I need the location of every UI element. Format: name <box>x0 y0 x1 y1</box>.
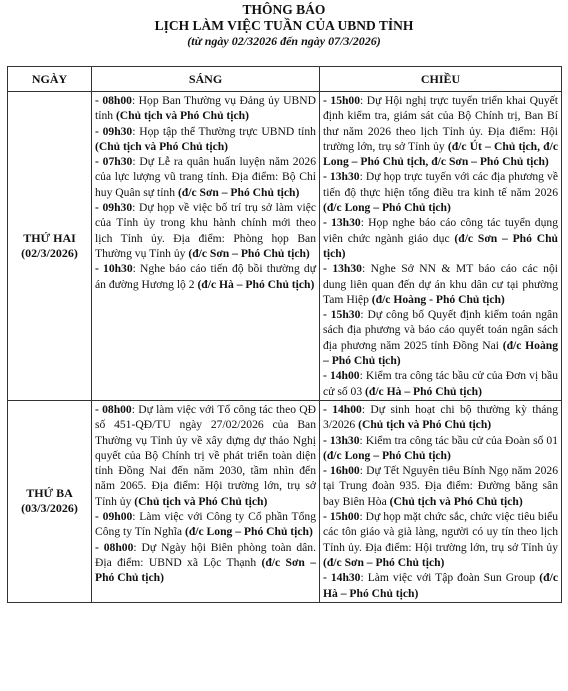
col-afternoon-header: CHIỀU <box>320 67 562 92</box>
day-name: THỨ HAI <box>23 230 76 245</box>
schedule-entry: - 15h00: Dự Hội nghị trực tuyến triển khai Quyết định kiểm tra, giám sát của Bộ Chính trị, Ban Bí thư năm 2026 theo lịch Tỉnh ủy. Địa điểm: Hội trường lớn, trụ sở Tỉnh ủy (đ/c Út – Chủ tịch, đ/c Long – Phó Chủ tịch, đ/c Sơn – Phó Chủ tịch) <box>323 94 558 169</box>
day-date: (02/3/2026) <box>21 245 78 260</box>
col-morning-header: SÁNG <box>92 67 320 92</box>
document-header <box>0 0 568 49</box>
day-cell <box>8 92 92 401</box>
date-range: (từ ngày 02/32026 đến ngày 07/3/2026) <box>187 34 381 48</box>
schedule-entry: - 14h30: Làm việc với Tập đoàn Sun Group (đ/c Hà – Phó Chủ tịch) <box>323 571 558 600</box>
day-name: THỨ BA <box>26 486 73 501</box>
col-day-header: NGÀY <box>8 67 92 92</box>
schedule-entry: - 08h00: Dự Ngày hội Biên phòng toàn dân. Địa điểm: UBND xã Lộc Thạnh (đ/c Sơn – Phó Chủ tịch) <box>95 540 316 585</box>
schedule-entry: - 13h30: Kiểm tra công tác bầu cử của Đoàn số 01 (đ/c Long – Phó Chủ tịch) <box>323 433 558 462</box>
day-cell <box>8 400 92 602</box>
schedule-entry: - 16h00: Dự Tết Nguyên tiêu Bính Ngọ năm 2026 tại Trung đoàn 935. Địa điểm: Đường băng sân bay Biên Hòa (Chủ tịch và Phó Chủ tịch) <box>323 464 558 508</box>
schedule-entry: - 15h30: Dự công bố Quyết định kiểm toán ngân sách địa phương và báo cáo quyết toán ngân sách địa phương năm 2025 tỉnh Đồng Nai (đ/c Hoàng – Phó Chủ tịch) <box>323 308 558 368</box>
schedule-subtitle: LỊCH LÀM VIỆC TUẦN CỦA UBND TỈNH <box>154 18 414 33</box>
schedule-entry: - 14h00: Dự sinh hoạt chi bộ thường kỳ tháng 3/2026 (Chủ tịch và Phó Chủ tịch) <box>323 402 558 432</box>
morning-cell <box>92 400 320 602</box>
day-row-monday <box>8 92 562 401</box>
schedule-entry: - 08h00: Họp Ban Thường vụ Đảng ủy UBND tỉnh (Chủ tịch và Phó Chủ tịch) <box>95 94 316 123</box>
schedule-entry: - 13h30: Họp nghe báo cáo công tác tuyển dụng viên chức ngành giáo dục (đ/c Sơn – Phó Chủ tịch) <box>323 216 558 260</box>
schedule-entry: - 09h00: Làm việc với Công ty Cổ phần Tổng Công ty Tín Nghĩa (đ/c Long – Phó Chủ tịch) <box>95 510 316 539</box>
schedule-entry: - 09h30: Dự họp về việc bố trí trụ sở làm việc của Tỉnh ủy trong khu hành chính mới theo lịch Tỉnh ủy. Địa điểm: Phòng họp Ban Thường vụ Tỉnh ủy (đ/c Sơn – Phó Chủ tịch) <box>95 201 316 260</box>
schedule-entry: - 14h00: Kiểm tra công tác bầu cử của Đơn vị bầu cử số 03 (đ/c Hà – Phó Chủ tịch) <box>323 369 558 398</box>
day-row-tuesday <box>8 400 562 602</box>
schedule-entry: - 13h30: Dự họp trực tuyến với các địa phương về tiến độ thực hiện tổng điều tra kinh tế năm 2026 (đ/c Long – Phó Chủ tịch) <box>323 170 558 215</box>
afternoon-cell <box>320 92 562 401</box>
notice-title: THÔNG BÁO <box>242 2 326 17</box>
schedule-entry: - 08h00: Dự làm việc với Tổ công tác theo QĐ số 451-QĐ/TU ngày 27/02/2026 của Ban Thường vụ Tỉnh ủy về xây dựng dự thảo Nghị quyết của Bộ Chính trị về phát triển toàn diện tỉnh Đồng Nai đến năm 2030, tầm nhìn đến năm 2065. Địa điểm: Hội trường lớn, trụ sở Tỉnh ủy (Chủ tịch và Phó Chủ tịch) <box>95 402 316 508</box>
schedule-entry: - 13h30: Nghe Sở NN & MT báo cáo các nội dung liên quan đến dự án khu dân cư tại phường Tam Hiệp (đ/c Hoàng - Phó Chủ tịch) <box>323 262 558 306</box>
schedule-table <box>7 66 562 603</box>
day-date: (03/3/2026) <box>21 501 78 516</box>
schedule-entry: - 09h30: Họp tập thể Thường trực UBND tỉnh (Chủ tịch và Phó Chủ tịch) <box>95 124 316 153</box>
table-header-row <box>8 67 562 92</box>
schedule-entry: - 10h30: Nghe báo cáo tiến độ bồi thường dự án đường Hương lộ 2 (đ/c Hà – Phó Chủ tịch) <box>95 262 316 291</box>
schedule-entry: - 07h30: Dự Lễ ra quân huấn luyện năm 2026 của lực lượng vũ trang tỉnh. Địa điểm: Bộ Chỉ huy Quân sự tỉnh (đ/c Sơn – Phó Chủ tịch) <box>95 155 316 199</box>
schedule-entry: - 15h00: Dự họp mặt chức sắc, chức việc tiêu biểu các tôn giáo và già làng, người có uy tín theo lịch Tỉnh ủy. Địa điểm: Hội trường lớn, trụ sở Tỉnh ủy (đ/c Sơn – Phó Chủ tịch) <box>323 510 559 569</box>
morning-cell <box>92 92 320 401</box>
afternoon-cell <box>320 400 562 602</box>
